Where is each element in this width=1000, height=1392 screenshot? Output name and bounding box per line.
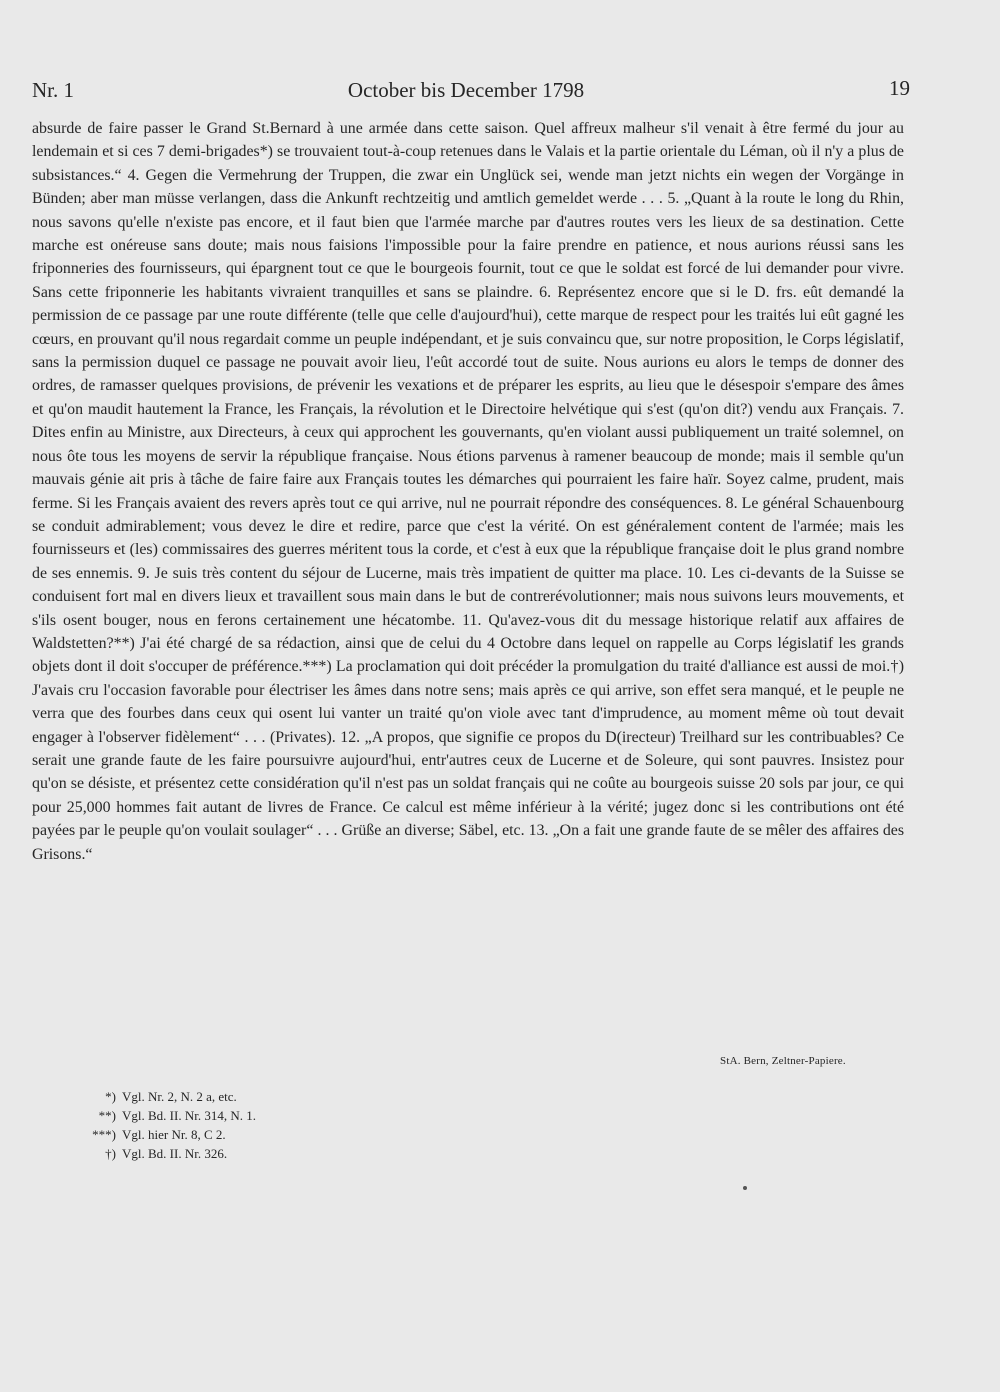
footnote-text: Vgl. Nr. 2, N. 2 a, etc.	[122, 1089, 237, 1104]
footnote	[56, 1106, 256, 1125]
body-paragraph: absurde de faire passer le Grand St.Bernard à une armée dans cette saison. Quel affreux malheur s'il venait à être fermé du jour au lendemain et si ces 7 demi-brigades*) se trouvaient tout-à-coup retenues dans le Valais et la partie orientale du Léman, où il n'y a plus de subsistances.“ 4. Gegen die Vermehrung der Truppen, die zwar ein Unglück sei, wende man jetzt nichts ein wegen der Vorgänge in Bünden; aber man müsse verlangen, dass die Ankunft rechtzeitig und amtlich gemeldet werde . . . 5. „Quant à la route le long du Rhin, nous savons qu'elle n'existe pas encore, et il faut bien que l'armée marche par d'autres routes vers les lieux de sa destination. Cette marche est onéreuse sans doute; mais nous faisions l'impossible pour la faire prendre en patience, et nous aurions réussi sans les friponneries des fournisseurs, qui épargnent tout ce que le bourgeois fournit, tout ce que le soldat est forcé de lui demander pour vivre. Sans cette friponnerie les habitants vivraient tranquilles et sans se plaindre. 6. Représentez encore que si le D. frs. eût demandé la permission de ce passage par une route différente (telle que celle d'aujourd'hui), cette marque de respect pour les traités lui eût gagné les cœurs, en prouvant qu'il nous regardait comme un peuple indépendant, et je suis convaincu que, sur notre proposition, le Corps législatif, sans la permission duquel ce passage ne pouvait avoir lieu, l'eût accordé tout de suite. Nous aurions eu alors le temps de donner des ordres, de ramasser quelques provisions, de prévenir les vexations et de préparer les esprits, au lieu que le désespoir s'empare des âmes et qu'on maudit hautement la France, les Français, la révolution et le Directoire helvétique qui s'est (qu'on dit?) vendu aux Français. 7. Dites enfin au Ministre, aux Directeurs, à ceux qui approchent les gouvernants, qu'en violant aussi publiquement un traité solemnel, on nous ôte tous les moyens de servir la république française. Nous étions parvenus à ramener beaucoup de monde; mais il semble qu'un mauvais génie ait pris à tâche de faire faire aux Français toutes les démarches qui pourraient les faire haïr. Soyez calme, prudent, mais ferme. Si les Français avaient des revers après tout ce qui arrive, nul ne pourrait répondre des conséquences. 8. Le général Schauenbourg se conduit admirablement; vous devez le dire et redire, parce que c'est la vérité. On est généralement content de l'armée; mais les fournisseurs et (les) commissaires des guerres méritent tous la corde, et c'est à eux que la république française doit le plus grand nombre de ses ennemis. 9. Je suis très content du séjour de Lucerne, mais très impatient de quitter ma place. 10. Les ci-devants de la Suisse se conduisent fort mal en divers lieux et travaillent sous main dans le but de contrerévolutionner; mais nous suivons leurs mouvements, et s'ils osent bouger, nous en ferons certainement une hécatombe. 11. Qu'avez-vous dit du message historique relatif aux affaires de Waldstetten?**) J'ai été chargé de sa rédaction, ainsi que de celui du 4 Octobre dans lequel on rappelle au Corps législatif les grands objets dont il doit s'occuper de préférence.***) La proclamation qui doit précéder la promulgation du traité d'alliance est aussi de moi.†) J'avais cru l'occasion favorable pour électriser les âmes dans notre sens; mais après ce qui arrive, son effet sera manqué, et le peuple ne verra que des fourbes dans ceux qui osent lui vanter un traité qu'on viole avec tant d'imprudence, au moment même où tout devait engager à l'observer fidèlement“ . . . (Privates). 12. „A propos, que signifie ce propos du D(irecteur) Treilhard sur les contribuables? Ce serait une grande faute de les faire poursuivre aujourd'hui, entr'autres ceux de Lucerne et de Soleure, qui sont pauvres. Insistez pour qu'on se désiste, et présentez cette considération qu'il n'est pas un soldat français qui ne coûte au bourgeois suisse 20 sols par jour, ce qui pour 25,000 hommes fait autant de livres de France. Ce calcul est même inférieur à la vérité; jugez donc si les contributions ont été payées par le peuple qu'on voulait soulager“ . . . Grüße an diverse; Säbel, etc. 13. „On a fait une grande faute de se mêler des affaires des Grisons.“	[32, 120, 904, 863]
footnote	[56, 1125, 256, 1144]
archive-source: StA. Bern, Zeltner-Papiere.	[720, 1055, 846, 1067]
footnote-mark: *)	[105, 1089, 116, 1104]
footnote	[56, 1087, 256, 1106]
footnote-text: Vgl. Bd. II. Nr. 326.	[122, 1146, 228, 1161]
footnotes	[56, 1087, 256, 1163]
header-title: October bis December 1798	[347, 78, 585, 102]
footnote	[56, 1144, 256, 1163]
running-header	[32, 76, 910, 108]
footnote-mark: ***)	[92, 1127, 116, 1142]
page-number: 19	[889, 76, 910, 100]
footnote-text: Vgl. Bd. II. Nr. 314, N. 1.	[122, 1108, 256, 1123]
footnote-mark: †)	[105, 1146, 116, 1161]
document-number: Nr. 1	[32, 78, 74, 102]
footnote-text: Vgl. hier Nr. 8, C 2.	[122, 1127, 226, 1142]
ink-speck	[743, 1186, 747, 1190]
footnote-mark: **)	[98, 1108, 116, 1123]
